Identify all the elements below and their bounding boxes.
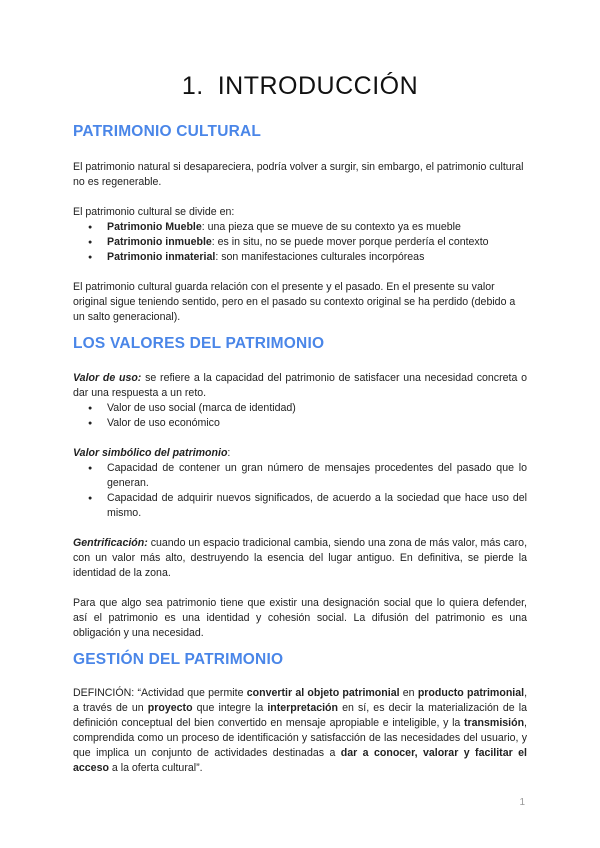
page-number: 1 — [519, 797, 525, 808]
text-run: , comprendida como un proceso de identificación y satisfacción de las necesidades del usuario, y que implica un conjunto de actividades destinadas a — [73, 717, 527, 759]
bold-run: interpretación — [267, 702, 338, 714]
bold-run: transmisión — [464, 717, 525, 729]
list-item: ● Capacidad de contener un gran número de mensajes procedentes del pasado que lo generan. — [73, 461, 527, 491]
list-item-text: : una pieza que se mueve de su contexto ya es mueble — [201, 221, 461, 233]
text-run: en — [399, 687, 418, 699]
paragraph-text: cuando un espacio tradicional cambia, siendo una zona de más valor, más caro, con un valor más alto, destruyendo la esencia del lugar antiguo. En definitiva, se pierde la identidad de la zona. — [73, 537, 528, 579]
bold-run: dar a conocer, valorar y facilitar el acceso — [73, 747, 527, 774]
paragraph-text: se refiere a la capacidad del patrimonio de satisfacer una necesidad concreta o dar una respuesta a un reto. — [73, 372, 527, 399]
valor-uso-list — [73, 401, 527, 431]
paragraph — [73, 536, 527, 581]
term-valor-simbolico: Valor simbólico del patrimonio — [73, 447, 228, 459]
bold-run: producto patrimonial — [417, 687, 525, 699]
list-item-term: Patrimonio inmaterial — [107, 251, 216, 263]
text-run: que integre la — [192, 702, 268, 714]
page-title — [0, 72, 600, 101]
bold-run: proyecto — [147, 702, 193, 714]
list-item: ● Capacidad de adquirir nuevos significados, de acuerdo a la sociedad que hace uso del mismo. — [73, 491, 527, 521]
paragraph — [73, 371, 527, 401]
list-item — [73, 250, 527, 265]
valor-simbolico-list — [73, 461, 527, 521]
definition-paragraph — [73, 686, 527, 776]
text-run: en sí, es decir la materialización de la definición conceptual del bien convertido en mensaje apropiable e inteligible, y la — [73, 702, 527, 729]
list-item — [73, 220, 527, 235]
text-run: , a través de un — [73, 687, 528, 714]
paragraph — [73, 446, 527, 461]
list-item-text: : son manifestaciones culturales incorpóreas — [215, 251, 425, 263]
bold-run: convertir al objeto patrimonial — [246, 687, 400, 699]
paragraph: El patrimonio cultural guarda relación con el presente y el pasado. En el presente su valor original sigue teniendo sentido, pero en el pasado su contexto original se ha perdido (debido a un salto generacional). — [73, 281, 516, 323]
list-item: ● Valor de uso económico — [73, 416, 527, 431]
text-run: DEFINCIÓN: “Actividad que permite — [73, 687, 247, 699]
colon: : — [227, 447, 231, 459]
paragraph: El patrimonio natural si desapareciera, podría volver a surgir, sin embargo, el patrimonio cultural no es regenerable. — [73, 161, 524, 188]
title-text: INTRODUCCIÓN — [217, 72, 419, 100]
valores-body — [73, 371, 527, 641]
paragraph: El patrimonio cultural se divide en: — [73, 206, 235, 218]
list-item-term: Patrimonio inmueble — [107, 236, 212, 248]
term-valor-de-uso: Valor de uso: — [73, 372, 142, 384]
heading-gestion: GESTIÓN DEL PATRIMONIO — [73, 651, 284, 668]
paragraph: Para que algo sea patrimonio tiene que existir una designación social que lo quiera defender, así el patrimonio es una identidad y cohesión social. La difusión del patrimonio es una obligación y una necesidad. — [73, 597, 527, 639]
heading-valores: LOS VALORES DEL PATRIMONIO — [73, 335, 325, 352]
list-item — [73, 235, 527, 250]
list-item-text: : es in situ, no se puede mover porque perdería el contexto — [211, 236, 489, 248]
term-gentrificacion: Gentrificación: — [73, 537, 148, 549]
patrimonio-types-list — [73, 220, 527, 265]
list-item: ● Valor de uso social (marca de identidad) — [73, 401, 527, 416]
patrimonio-cultural-body — [73, 160, 527, 325]
heading-patrimonio-cultural: PATRIMONIO CULTURAL — [73, 123, 262, 140]
text-run: a la oferta cultural”. — [108, 762, 203, 774]
list-item-term: Patrimonio Mueble — [107, 221, 202, 233]
gestion-body — [73, 686, 527, 776]
title-number: 1. — [181, 72, 204, 100]
